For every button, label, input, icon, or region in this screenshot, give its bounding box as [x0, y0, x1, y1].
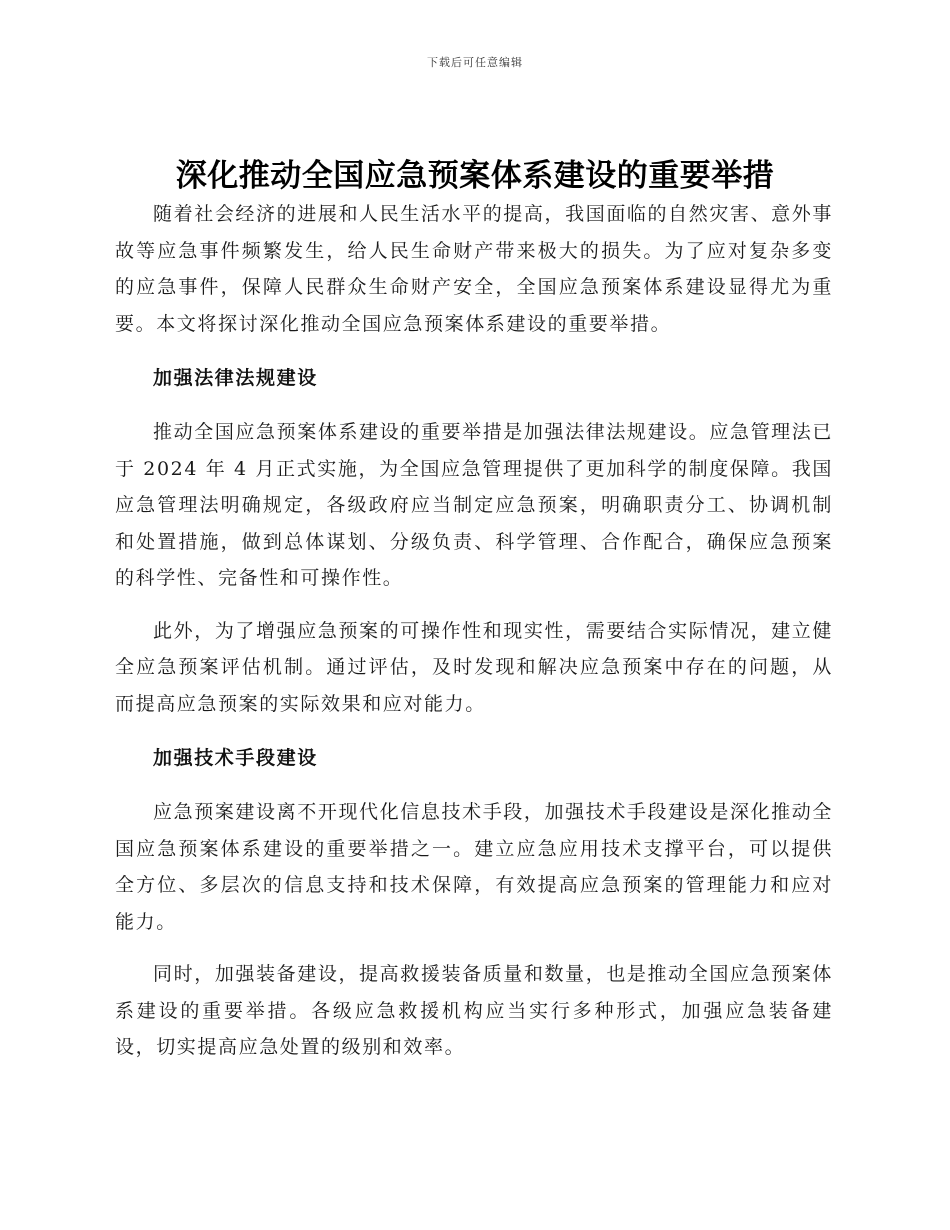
section-technology-paragraph-2: 同时，加强装备建设，提高救援装备质量和数量，也是推动全国应急预案体系建设的重要举措。各级应急救援机构应当实行多种形式，加强应急装备建设，切实提高应急处置的级别和效率。: [115, 963, 833, 1058]
section-legal-paragraph-1: 推动全国应急预案体系建设的重要举措是加强法律法规建设。应急管理法已于 2024 年 4 月正式实施，为全国应急管理提供了更加科学的制度保障。我国应急管理法明确规定，各级政府应当制定应急预案，明确职责分工、协调机制和处置措施，做到总体谋划、分级负责、科学管理、合作配合，确保应急预案的科学性、完备性和可操作性。: [115, 421, 833, 589]
intro-paragraph: 随着社会经济的进展和人民生活水平的提高，我国面临的自然灾害、意外事故等应急事件频繁发生，给人民生命财产带来极大的损失。为了应对复杂多变的应急事件，保障人民群众生命财产安全，全国应急预案体系建设显得尤为重要。本文将探讨深化推动全国应急预案体系建设的重要举措。: [115, 203, 833, 335]
section-technology-paragraph-1: 应急预案建设离不开现代化信息技术手段，加强技术手段建设是深化推动全国应急预案体系建设的重要举措之一。建立应急应用技术支撑平台，可以提供全方位、多层次的信息支持和技术保障，有效提高应急预案的管理能力和应对能力。: [115, 801, 833, 933]
header-note: 下载后可任意编辑: [427, 56, 523, 69]
section-legal-paragraph-2: 此外，为了增强应急预案的可操作性和现实性，需要结合实际情况，建立健全应急预案评估机制。通过评估，及时发现和解决应急预案中存在的问题，从而提高应急预案的实际效果和应对能力。: [115, 619, 833, 715]
section-heading-technology: 加强技术手段建设: [153, 747, 318, 769]
document-body: [115, 196, 833, 1066]
section-heading-legal: 加强法律法规建设: [153, 367, 318, 389]
document-title: 深化推动全国应急预案体系建设的重要举措: [175, 158, 775, 194]
